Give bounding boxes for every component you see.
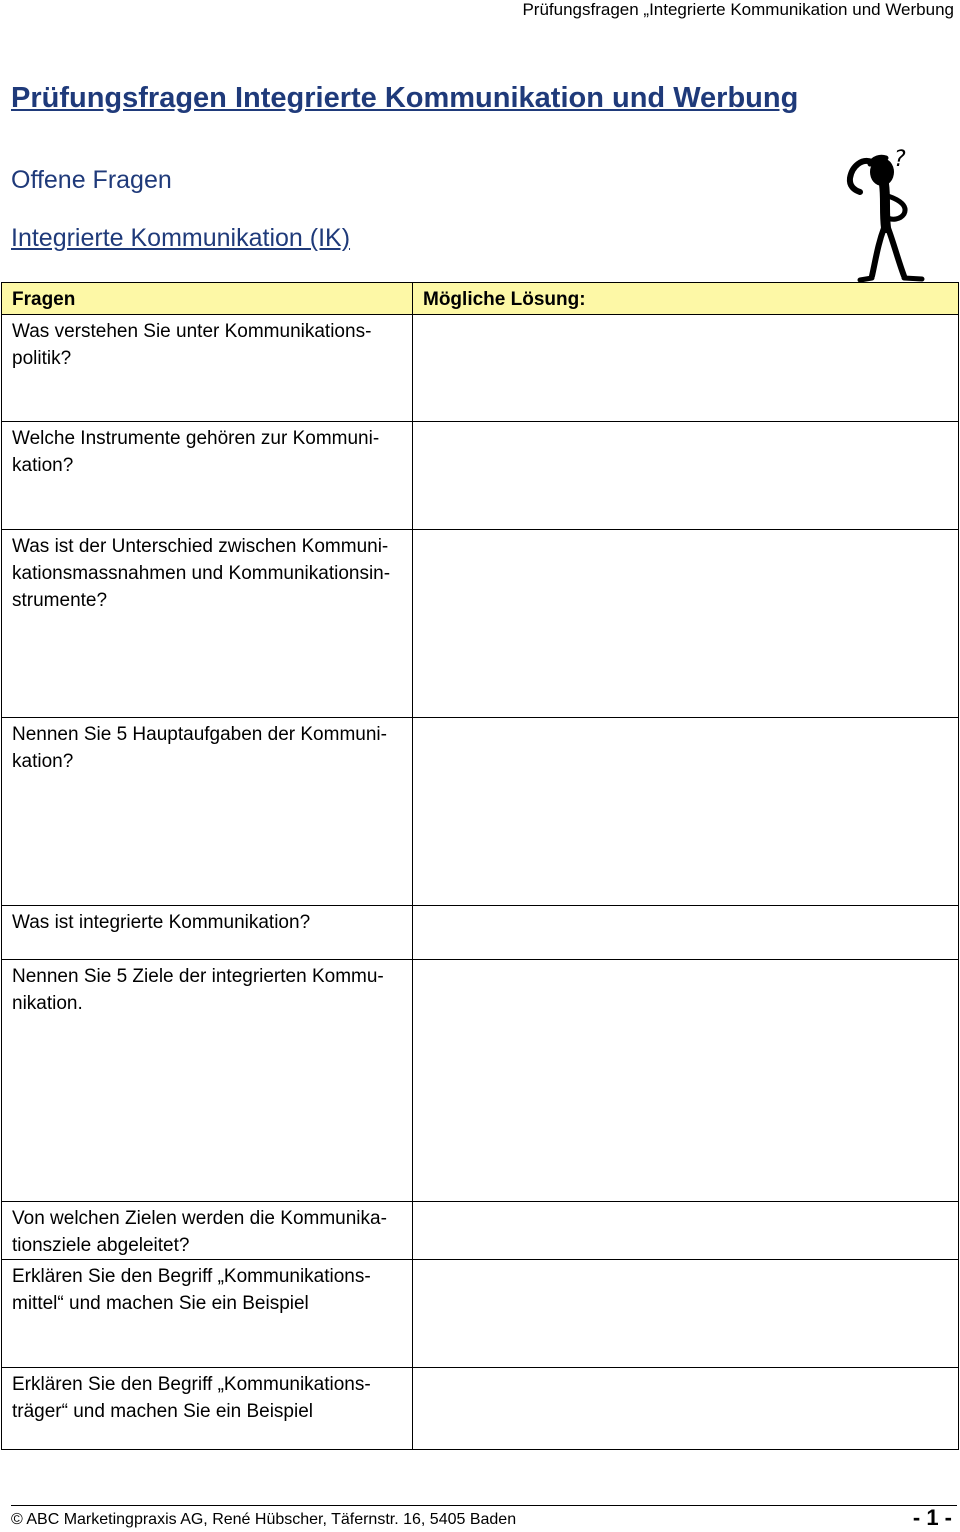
footer-divider [11, 1505, 957, 1506]
subsection-heading: Integrierte Kommunikation (IK) [11, 224, 351, 252]
question-line: Was ist integrierte Kommunikation? [12, 912, 311, 933]
question-cell [2, 718, 413, 906]
column-header-questions: Fragen [2, 283, 413, 315]
answer-cell[interactable] [413, 315, 959, 422]
table-row [2, 960, 959, 1202]
question-cell [2, 530, 413, 718]
question-line: kationsmassnahmen und Kommunikationsin- [12, 563, 391, 584]
table-row [2, 315, 959, 422]
table-row [2, 1202, 959, 1260]
question-cell [2, 422, 413, 530]
question-cell [2, 1368, 413, 1450]
question-line: politik? [12, 348, 72, 369]
answer-cell[interactable] [413, 718, 959, 906]
answer-cell[interactable] [413, 906, 959, 960]
question-line: Erklären Sie den Begriff „Kommunikations- [12, 1374, 371, 1395]
answer-cell[interactable] [413, 1202, 959, 1260]
questions-table [1, 282, 959, 1450]
page-number: - 1 - [912, 1505, 952, 1530]
answer-cell[interactable] [413, 1368, 959, 1450]
question-line: Nennen Sie 5 Hauptaufgaben der Kommuni- [12, 724, 387, 745]
question-line: Was ist der Unterschied zwischen Kommuni- [12, 536, 389, 557]
question-line: kation? [12, 751, 74, 772]
question-line: strumente? [12, 590, 108, 611]
question-line: Welche Instrumente gehören zur Kommuni- [12, 428, 380, 449]
answer-cell[interactable] [413, 960, 959, 1202]
section-heading: Offene Fragen [11, 166, 172, 194]
question-line: tionsziele abgeleitet? [12, 1235, 190, 1256]
question-line: mittel“ und machen Sie ein Beispiel [12, 1293, 309, 1314]
question-mark-glyph: ? [894, 147, 906, 172]
column-header-solution: Mögliche Lösung: [413, 283, 959, 315]
question-cell [2, 906, 413, 960]
running-header: Prüfungsfragen „Integrierte Kommunikation und Werbung [522, 0, 954, 19]
table-header-row [2, 283, 959, 315]
question-line: träger“ und machen Sie ein Beispiel [12, 1401, 314, 1422]
table-row [2, 718, 959, 906]
question-line: nikation. [12, 993, 83, 1014]
question-line: Was verstehen Sie unter Kommunikations- [12, 321, 372, 342]
table-row [2, 422, 959, 530]
question-line: kation? [12, 455, 74, 476]
answer-cell[interactable] [413, 530, 959, 718]
footer-copyright: © ABC Marketingpraxis AG, René Hübscher, Täfernstr. 16, 5405 Baden [11, 1511, 517, 1528]
table-row [2, 906, 959, 960]
question-line: Von welchen Zielen werden die Kommunika- [12, 1208, 387, 1229]
table-row [2, 1368, 959, 1450]
answer-cell[interactable] [413, 422, 959, 530]
table-row [2, 1260, 959, 1368]
question-cell [2, 1260, 413, 1368]
question-cell [2, 960, 413, 1202]
table-row [2, 530, 959, 718]
answer-cell[interactable] [413, 1260, 959, 1368]
document-title: Prüfungsfragen Integrierte Kommunikation und Werbung [11, 82, 799, 114]
thinking-person-icon [838, 140, 938, 288]
question-line: Erklären Sie den Begriff „Kommunikations- [12, 1266, 371, 1287]
question-cell [2, 315, 413, 422]
question-line: Nennen Sie 5 Ziele der integrierten Kommu- [12, 966, 384, 987]
question-cell [2, 1202, 413, 1260]
